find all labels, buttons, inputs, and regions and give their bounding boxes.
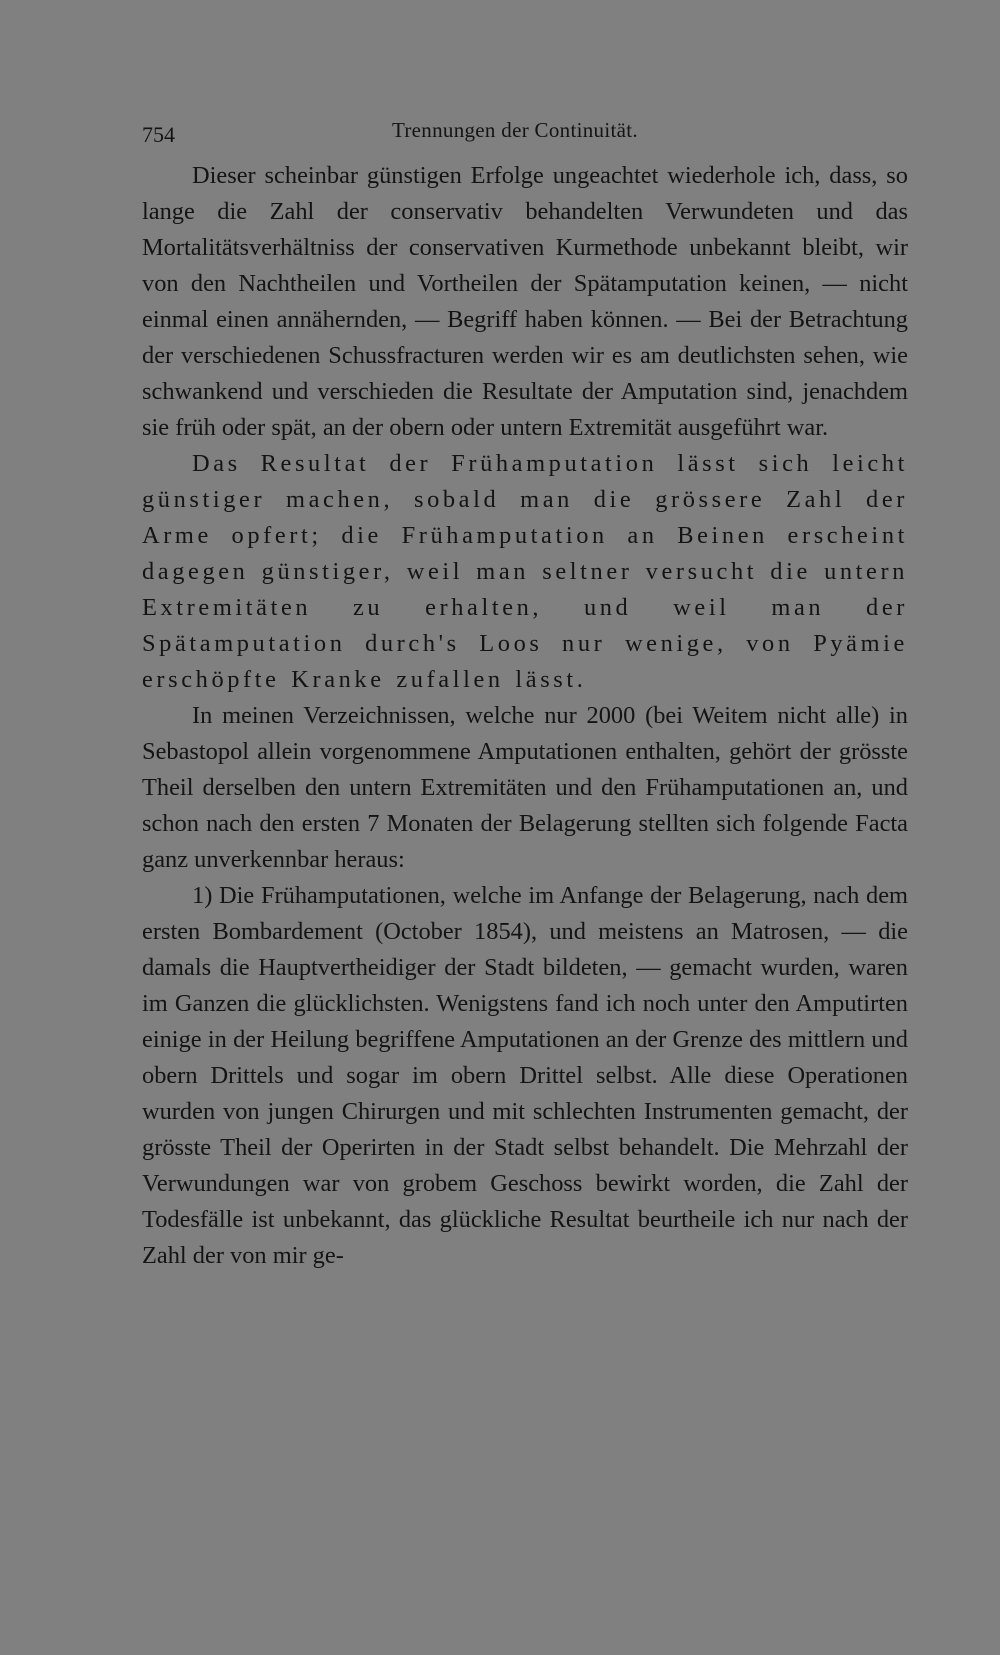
document-page <box>142 110 908 1274</box>
paragraph-3: In meinen Verzeichnissen, welche nur 2000 (bei Weitem nicht alle) in Sebastopol allein vorgenommene Amputationen enthalten, gehört der grösste Theil derselben den untern Extremitäten und den Frühamputationen an, und schon nach den ersten 7 Monaten der Belagerung stellten sich folgende Facta ganz unverkennbar heraus: <box>142 702 908 873</box>
body-text <box>142 158 908 1274</box>
running-title: Trennungen der Continuität. <box>392 118 638 142</box>
paragraph-1: Dieser scheinbar günstigen Erfolge ungeachtet wiederhole ich, dass, so lange die Zahl der conservativ behandelten Verwundeten und das Mortalitätsverhältniss der conservativen Kurmethode unbekannt bleibt, wir von den Nachtheilen und Vortheilen der Spätamputation keinen, — nicht einmal einen annähernden, — Begriff haben können. — Bei der Betrachtung der verschiedenen Schussfracturen werden wir es am deutlichsten sehen, wie schwankend und verschieden die Resultate der Amputation sind, jenachdem sie früh oder spät, an der obern oder untern Extremität ausgeführt war. <box>142 162 908 441</box>
page-header <box>142 110 908 150</box>
paragraph-4: 1) Die Frühamputationen, welche im Anfange der Belagerung, nach dem ersten Bombardement (October 1854), und meistens an Matrosen, — die damals die Hauptvertheidiger der Stadt bildeten, — gemacht wurden, waren im Ganzen die glücklichsten. Wenigstens fand ich noch unter den Amputirten einige in der Heilung begriffene Amputationen an der Grenze des mittlern und obern Drittels und sogar im obern Drittel selbst. Alle diese Operationen wurden von jungen Chirurgen und mit schlechten Instrumenten gemacht, der grösste Theil der Operirten in der Stadt selbst behandelt. Die Mehrzahl der Verwundungen war von grobem Geschoss bewirkt worden, die Zahl der Todesfälle ist unbekannt, das glückliche Resultat beurtheile ich nur nach der Zahl der von mir ge- <box>142 882 908 1269</box>
page-number: 754 <box>142 122 175 147</box>
paragraph-2: Das Resultat der Frühamputation lässt sich leicht günstiger machen, sobald man die grössere Zahl der Arme opfert; die Frühamputation an Beinen erscheint dagegen günstiger, weil man seltner versucht die untern Extremitäten zu erhalten, und weil man der Spätamputation durch's Loos nur wenige, von Pyämie erschöpfte Kranke zufallen lässt. <box>142 450 908 693</box>
